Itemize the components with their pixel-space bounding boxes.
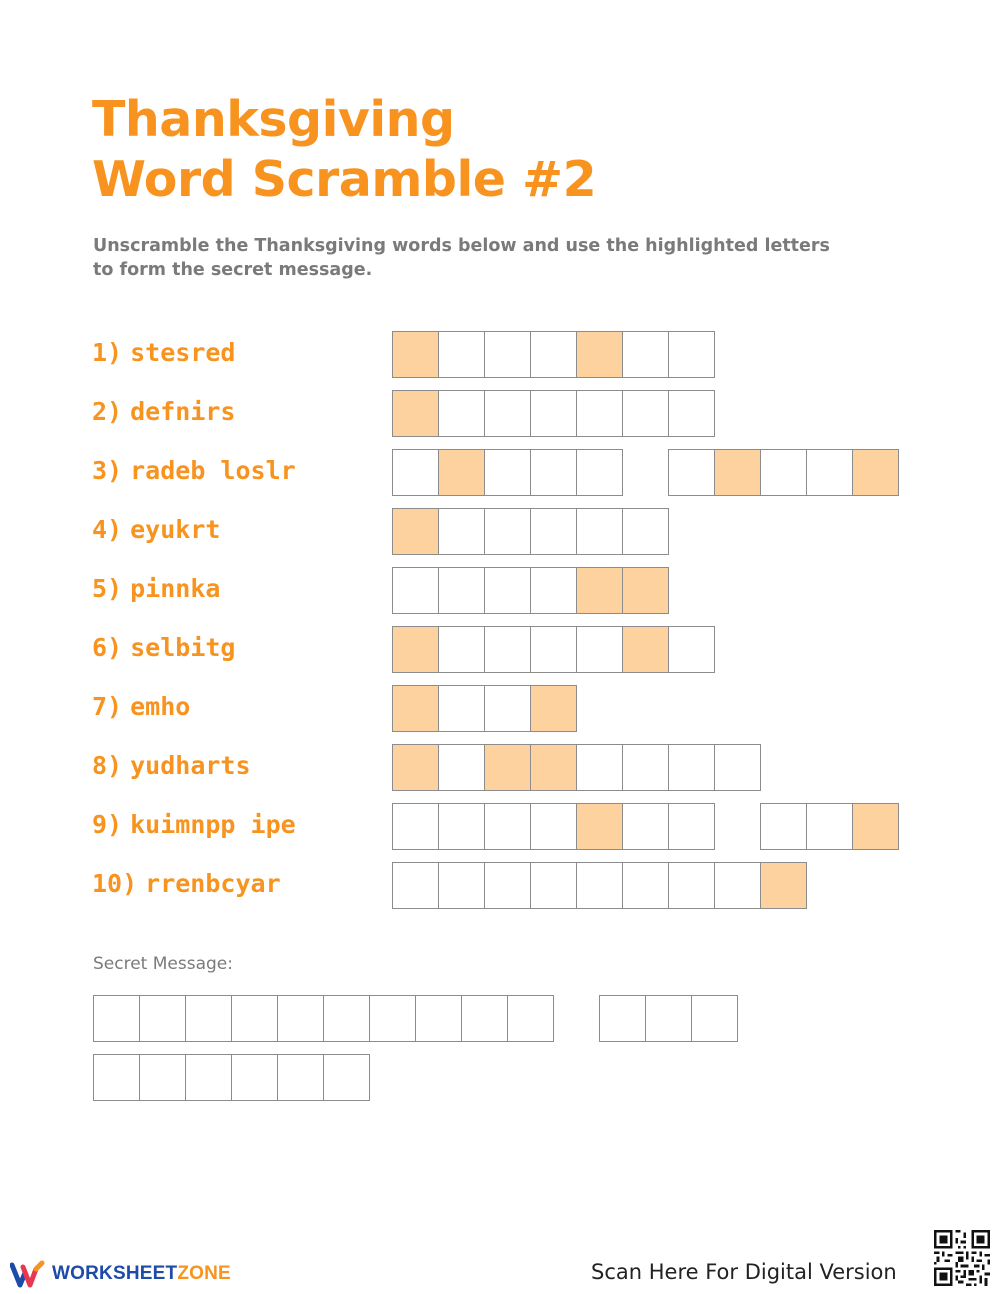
answer-box-highlighted[interactable] [622, 626, 669, 673]
clue-number: 8) [92, 751, 123, 780]
secret-letter-box[interactable] [277, 995, 324, 1042]
answer-box-highlighted[interactable] [392, 331, 439, 378]
answer-box-highlighted[interactable] [530, 744, 577, 791]
answer-box[interactable] [806, 449, 853, 496]
clue-8 [92, 743, 251, 789]
scrambled-word: pinnka [130, 574, 221, 603]
clue-number: 9) [92, 810, 123, 839]
title-line-2: Word Scramble #2 [92, 151, 597, 208]
answer-box[interactable] [668, 744, 715, 791]
answer-box-highlighted[interactable] [714, 449, 761, 496]
secret-letter-box[interactable] [93, 995, 140, 1042]
instructions: Unscramble the Thanksgiving words below and use the highlighted letters to form the secret message. [93, 236, 830, 280]
answer-box[interactable] [530, 567, 577, 614]
answer-box-highlighted[interactable] [438, 449, 485, 496]
answer-box[interactable] [484, 567, 531, 614]
answer-box[interactable] [668, 331, 715, 378]
clue-number: 6) [92, 633, 123, 662]
scrambled-word: emho [130, 692, 191, 721]
scrambled-word: stesred [130, 338, 236, 367]
secret-letter-box[interactable] [185, 995, 232, 1042]
secret-letter-box[interactable] [139, 995, 186, 1042]
clue-10 [92, 861, 281, 907]
answer-box-highlighted[interactable] [484, 744, 531, 791]
secret-letter-box[interactable] [139, 1054, 186, 1101]
answer-box-highlighted[interactable] [622, 567, 669, 614]
answer-box[interactable] [392, 449, 439, 496]
worksheetzone-logo-icon [10, 1259, 46, 1289]
answer-box[interactable] [484, 803, 531, 850]
answer-box[interactable] [438, 744, 485, 791]
secret-letter-box[interactable] [323, 1054, 370, 1101]
clue-number: 5) [92, 574, 123, 603]
clue-3 [92, 448, 296, 494]
answer-box[interactable] [622, 862, 669, 909]
scrambled-word: selbitg [130, 633, 236, 662]
clue-2 [92, 389, 235, 435]
answer-box[interactable] [530, 390, 577, 437]
answer-box[interactable] [576, 449, 623, 496]
secret-letter-box[interactable] [507, 995, 554, 1042]
page-title [92, 90, 596, 210]
answer-box[interactable] [438, 862, 485, 909]
clue-7 [92, 684, 190, 730]
answer-box[interactable] [392, 862, 439, 909]
answer-box-highlighted[interactable] [852, 803, 899, 850]
answer-box[interactable] [530, 803, 577, 850]
answer-box[interactable] [438, 567, 485, 614]
answer-box[interactable] [484, 508, 531, 555]
answer-box[interactable] [530, 508, 577, 555]
answer-box-highlighted[interactable] [576, 567, 623, 614]
secret-message-label: Secret Message: [93, 954, 233, 974]
answer-box[interactable] [622, 744, 669, 791]
scrambled-word: defnirs [130, 397, 236, 426]
answer-box[interactable] [530, 449, 577, 496]
clue-number: 7) [92, 692, 123, 721]
answer-box[interactable] [530, 862, 577, 909]
answer-box[interactable] [714, 744, 761, 791]
clue-number: 3) [92, 456, 123, 485]
secret-letter-box[interactable] [323, 995, 370, 1042]
answer-box[interactable] [484, 626, 531, 673]
secret-letter-box[interactable] [231, 1054, 278, 1101]
answer-box-highlighted[interactable] [530, 685, 577, 732]
clue-4 [92, 507, 220, 553]
answer-box-highlighted[interactable] [392, 685, 439, 732]
logo-text-zone: ZONE [177, 1263, 231, 1284]
clue-number: 4) [92, 515, 123, 544]
answer-box-highlighted[interactable] [576, 803, 623, 850]
title-line-1: Thanksgiving [92, 91, 455, 148]
secret-letter-box[interactable] [185, 1054, 232, 1101]
clue-number: 1) [92, 338, 123, 367]
secret-letter-box[interactable] [93, 1054, 140, 1101]
logo-text [52, 1263, 231, 1285]
answer-box[interactable] [714, 862, 761, 909]
answer-box-highlighted[interactable] [392, 508, 439, 555]
answer-box[interactable] [760, 449, 807, 496]
answer-box[interactable] [668, 390, 715, 437]
answer-box[interactable] [576, 744, 623, 791]
answer-box[interactable] [530, 331, 577, 378]
clue-1 [92, 330, 235, 376]
answer-box[interactable] [576, 862, 623, 909]
secret-letter-box[interactable] [599, 995, 646, 1042]
answer-box[interactable] [622, 803, 669, 850]
answer-box[interactable] [484, 685, 531, 732]
answer-box[interactable] [576, 508, 623, 555]
answer-box-highlighted[interactable] [852, 449, 899, 496]
answer-box-highlighted[interactable] [392, 626, 439, 673]
secret-letter-box[interactable] [369, 995, 416, 1042]
clue-9 [92, 802, 296, 848]
answer-box[interactable] [668, 862, 715, 909]
answer-box[interactable] [668, 803, 715, 850]
answer-box[interactable] [484, 390, 531, 437]
answer-box[interactable] [576, 390, 623, 437]
answer-box[interactable] [484, 862, 531, 909]
answer-box[interactable] [484, 449, 531, 496]
clue-5 [92, 566, 220, 612]
answer-box[interactable] [438, 508, 485, 555]
answer-box[interactable] [668, 626, 715, 673]
answer-box-highlighted[interactable] [576, 331, 623, 378]
answer-box-highlighted[interactable] [392, 744, 439, 791]
scrambled-word: radeb loslr [130, 456, 296, 485]
scrambled-word: eyukrt [130, 515, 221, 544]
answer-box[interactable] [438, 685, 485, 732]
answer-box[interactable] [622, 508, 669, 555]
answer-box[interactable] [622, 390, 669, 437]
scrambled-word: yudharts [130, 751, 251, 780]
secret-letter-box[interactable] [691, 995, 738, 1042]
secret-letter-box[interactable] [277, 1054, 324, 1101]
qr-code-icon[interactable] [934, 1230, 990, 1286]
secret-letter-box[interactable] [231, 995, 278, 1042]
secret-letter-box[interactable] [461, 995, 508, 1042]
worksheetzone-logo[interactable] [10, 1258, 231, 1290]
secret-letter-box[interactable] [645, 995, 692, 1042]
answer-box[interactable] [438, 331, 485, 378]
answer-box-highlighted[interactable] [760, 862, 807, 909]
answer-box[interactable] [392, 803, 439, 850]
answer-box[interactable] [392, 567, 439, 614]
answer-box[interactable] [576, 626, 623, 673]
answer-box[interactable] [438, 626, 485, 673]
scrambled-word: rrenbcyar [145, 869, 281, 898]
clue-6 [92, 625, 235, 671]
logo-text-worksheet: WORKSHEET [52, 1263, 178, 1284]
clue-number: 2) [92, 397, 123, 426]
scan-text: Scan Here For Digital Version [591, 1260, 897, 1284]
answer-box[interactable] [622, 331, 669, 378]
answer-box[interactable] [438, 390, 485, 437]
answer-box[interactable] [484, 331, 531, 378]
answer-box[interactable] [668, 449, 715, 496]
clue-number: 10) [92, 869, 138, 898]
answer-box[interactable] [530, 626, 577, 673]
answer-box-highlighted[interactable] [392, 390, 439, 437]
answer-box[interactable] [438, 803, 485, 850]
scrambled-word: kuimnpp ipe [130, 810, 296, 839]
answer-box[interactable] [806, 803, 853, 850]
answer-box[interactable] [760, 803, 807, 850]
secret-letter-box[interactable] [415, 995, 462, 1042]
